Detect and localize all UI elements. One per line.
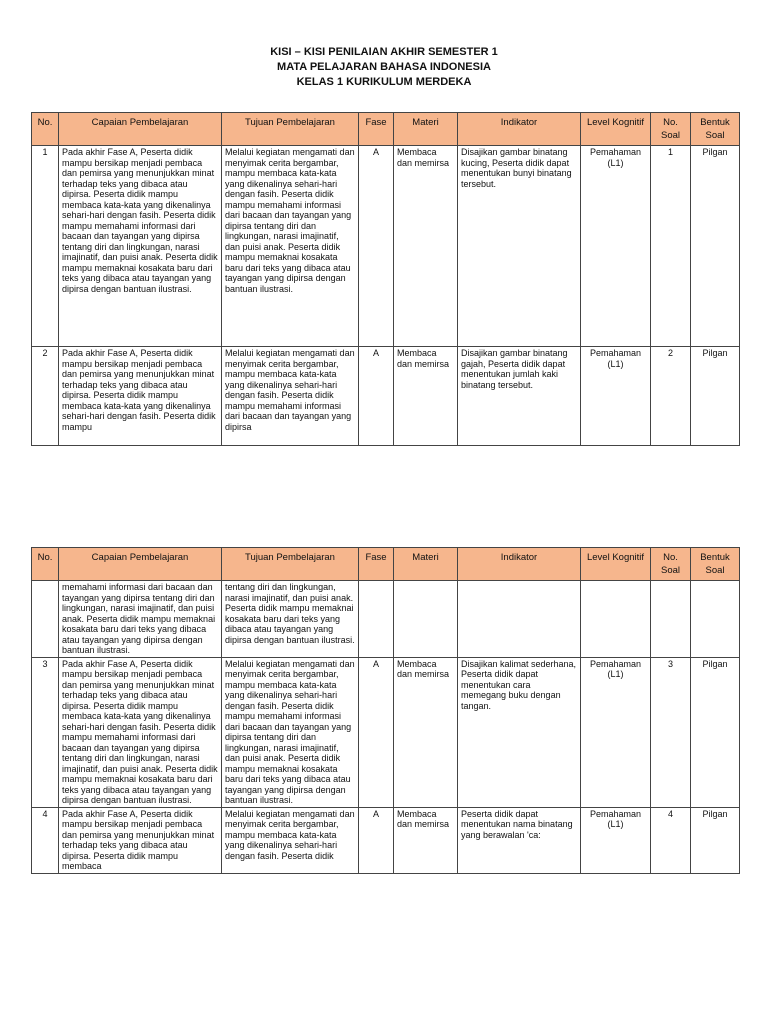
cell-level: Pemahaman (L1) <box>581 347 651 446</box>
cell-no-soal: 4 <box>651 807 691 873</box>
cell-tujuan: Melalui kegiatan mengamati dan menyimak cerita bergambar, mampu membaca kata-kata yang dikenalinya sehari-hari dengan fasih. Peserta didik mampu memahami informasi dari bacaan dan tayangan yang dipirsa tentang diri dan lingkungan, narasi imajinatif, dan puisi anak. Peserta didik mampu memaknai kosakata baru dari teks yang dibaca atau tayangan yang dipirsa dengan bantuan ilustrasi. <box>222 146 359 347</box>
header-indikator: Indikator <box>458 113 581 146</box>
cell-capaian: Pada akhir Fase A, Peserta didik mampu bersikap menjadi pembaca dan pemirsa yang menunjukkan minat terhadap teks yang dibaca atau dipirsa. Peserta didik mampu membaca kata-kata yang dikenalinya sehari-hari dengan fasih. Peserta didik mampu memahami informasi dari bacaan dan tayangan yang dipirsa tentang diri dan lingkungan, narasi imajinatif, dan puisi anak. Peserta didik mampu memaknai kosakata baru dari teks yang dibaca atau tayangan yang dipirsa dengan bantuan ilustrasi. <box>59 146 222 347</box>
cell-no: 2 <box>32 347 59 446</box>
cell-tujuan-text: Melalui kegiatan mengamati dan menyimak cerita bergambar, mampu membaca kata-kata yang dikenalinya sehari-hari dengan fasih. Peserta didik mampu memahami informasi dari bacaan dan tayangan yang dipirsa <box>225 348 355 432</box>
cell-level: Pemahaman (L1) <box>581 807 651 873</box>
header-level: Level Kognitif <box>581 548 651 581</box>
header-no-soal: No. Soal <box>651 548 691 581</box>
cell-capaian: memahami informasi dari bacaan dan tayangan yang dipirsa tentang diri dan lingkungan, narasi imajinatif, dan puisi anak. Peserta didik mampu memaknai kosakata baru dari teks yang dibaca atau tayangan yang dipirsa dengan bantuan ilustrasi. <box>59 581 222 658</box>
cell-tujuan-text: Melalui kegiatan mengamati dan menyimak cerita bergambar, mampu membaca kata-kata yang dikenalinya sehari-hari dengan fasih. Peserta didik <box>225 808 355 861</box>
cell-level <box>581 581 651 658</box>
table-row <box>32 581 740 658</box>
cell-fase <box>359 581 394 658</box>
header-materi: Materi <box>394 548 458 581</box>
cell-no: 4 <box>32 807 59 873</box>
cell-level: Pemahaman (L1) <box>581 657 651 807</box>
header-bentuk: Bentuk Soal <box>691 548 740 581</box>
cell-fase: A <box>359 657 394 807</box>
cell-fase: A <box>359 347 394 446</box>
header-bentuk: Bentuk Soal <box>691 113 740 146</box>
header-capaian: Capaian Pembelajaran <box>59 548 222 581</box>
cell-capaian <box>59 807 222 873</box>
cell-no-soal: 2 <box>651 347 691 446</box>
table-row <box>32 807 740 873</box>
kisi-table-page-2 <box>31 547 740 874</box>
table-row <box>32 347 740 446</box>
header-materi: Materi <box>394 113 458 146</box>
cell-level: Pemahaman (L1) <box>581 146 651 347</box>
cell-indikator: Disajikan gambar binatang kucing, Peserta didik dapat menentukan bunyi binatang tersebut. <box>458 146 581 347</box>
table-header-row <box>32 113 740 146</box>
table-header-row <box>32 548 740 581</box>
cell-tujuan <box>222 347 359 446</box>
title-line-1: KISI – KISI PENILAIAN AKHIR SEMESTER 1 <box>270 46 498 58</box>
table-row <box>32 146 740 347</box>
cell-tujuan: Melalui kegiatan mengamati dan menyimak cerita bergambar, mampu membaca kata-kata yang dikenalinya sehari-hari dengan fasih. Peserta didik mampu memahami informasi dari bacaan dan tayangan yang dipirsa tentang diri dan lingkungan, narasi imajinatif, dan puisi anak. Peserta didik mampu memaknai kosakata baru dari teks yang dibaca atau tayangan yang dipirsa dengan bantuan ilustrasi. <box>222 657 359 807</box>
cell-bentuk <box>691 581 740 658</box>
kisi-table-page-1 <box>31 112 740 446</box>
header-no: No. <box>32 548 59 581</box>
cell-capaian-text: Pada akhir Fase A, Peserta didik mampu bersikap menjadi pembaca dan pemirsa yang menunjukkan minat terhadap teks yang dibaca atau dipirsa. Peserta didik mampu membaca <box>62 808 215 871</box>
cell-bentuk: Pilgan <box>691 657 740 807</box>
header-level: Level Kognitif <box>581 113 651 146</box>
cell-no: 3 <box>32 657 59 807</box>
cell-indikator: Disajikan kalimat sederhana, Peserta didik dapat menentukan cara memegang buku dengan tangan. <box>458 657 581 807</box>
cell-no <box>32 581 59 658</box>
cell-materi <box>394 581 458 658</box>
cell-capaian <box>59 347 222 446</box>
cell-materi: Membaca dan memirsa <box>394 347 458 446</box>
table-row <box>32 657 740 807</box>
cell-fase: A <box>359 146 394 347</box>
header-no: No. <box>32 113 59 146</box>
cell-no-soal <box>651 581 691 658</box>
cell-materi: Membaca dan memirsa <box>394 146 458 347</box>
header-fase: Fase <box>359 548 394 581</box>
header-no-soal: No. Soal <box>651 113 691 146</box>
title-line-3: KELAS 1 KURIKULUM MERDEKA <box>296 76 472 88</box>
cell-bentuk: Pilgan <box>691 347 740 446</box>
cell-bentuk: Pilgan <box>691 146 740 347</box>
document-title <box>0 45 768 90</box>
header-tujuan: Tujuan Pembelajaran <box>222 113 359 146</box>
cell-no-soal: 3 <box>651 657 691 807</box>
cell-indikator <box>458 581 581 658</box>
cell-materi: Membaca dan memirsa <box>394 657 458 807</box>
cell-indikator: Peserta didik dapat menentukan nama binatang yang berawalan 'ca: <box>458 807 581 873</box>
header-capaian: Capaian Pembelajaran <box>59 113 222 146</box>
title-line-2: MATA PELAJARAN BAHASA INDONESIA <box>277 61 491 73</box>
cell-capaian: Pada akhir Fase A, Peserta didik mampu bersikap menjadi pembaca dan pemirsa yang menunjukkan minat terhadap teks yang dibaca atau dipirsa. Peserta didik mampu membaca kata-kata yang dikenalinya sehari-hari dengan fasih. Peserta didik mampu memahami informasi dari bacaan dan tayangan yang dipirsa tentang diri dan lingkungan, narasi imajinatif, dan puisi anak. Peserta didik mampu memaknai kosakata baru dari teks yang dibaca atau tayangan yang dipirsa dengan bantuan ilustrasi. <box>59 657 222 807</box>
header-indikator: Indikator <box>458 548 581 581</box>
cell-capaian-text: Pada akhir Fase A, Peserta didik mampu bersikap menjadi pembaca dan pemirsa yang menunjukkan minat terhadap teks yang dibaca atau dipirsa. Peserta didik mampu membaca kata-kata yang dikenalinya sehari-hari dengan fasih. Peserta didik mampu <box>62 348 216 432</box>
cell-no: 1 <box>32 146 59 347</box>
cell-tujuan <box>222 807 359 873</box>
cell-indikator: Disajikan gambar binatang gajah, Peserta didik dapat menentukan jumlah kaki binatang tersebut. <box>458 347 581 446</box>
cell-materi: Membaca dan memirsa <box>394 807 458 873</box>
cell-tujuan: tentang diri dan lingkungan, narasi imajinatif, dan puisi anak. Peserta didik mampu memaknai kosakata baru dari teks yang dibaca atau tayangan yang dipirsa dengan bantuan ilustrasi. <box>222 581 359 658</box>
cell-no-soal: 1 <box>651 146 691 347</box>
header-fase: Fase <box>359 113 394 146</box>
cell-bentuk: Pilgan <box>691 807 740 873</box>
header-tujuan: Tujuan Pembelajaran <box>222 548 359 581</box>
cell-fase: A <box>359 807 394 873</box>
